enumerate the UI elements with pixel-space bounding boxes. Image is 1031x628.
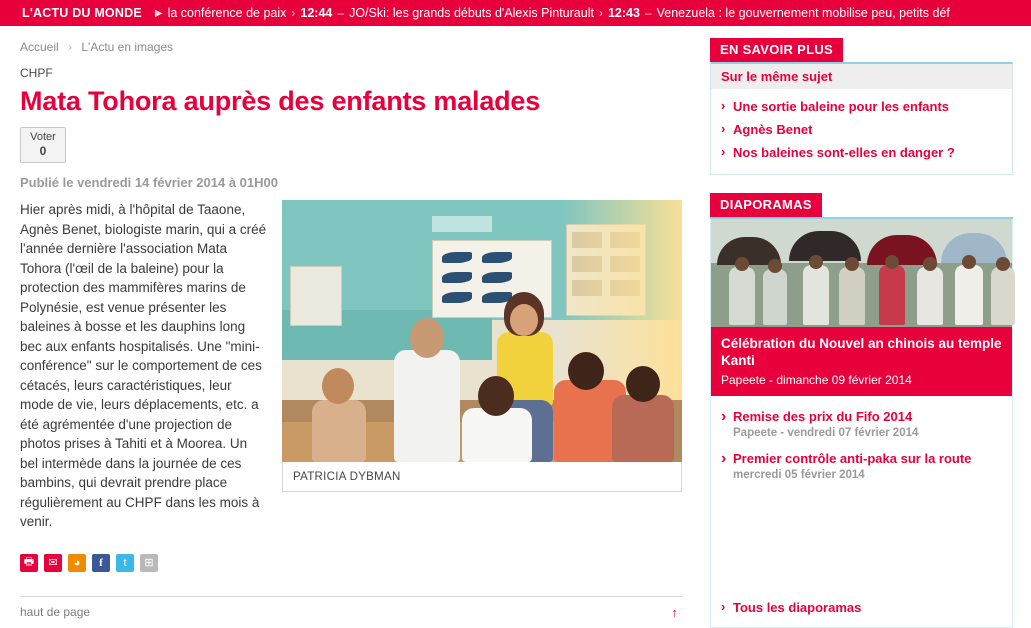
rss-icon[interactable]: ◕ bbox=[68, 554, 86, 572]
main-column bbox=[0, 26, 700, 628]
slideshow-featured-title: Célébration du Nouvel an chinois au temple Kanti bbox=[721, 336, 1002, 368]
breadcrumb bbox=[18, 26, 682, 64]
twitter-icon[interactable]: t bbox=[116, 554, 134, 572]
know-more-link-list bbox=[711, 89, 1012, 174]
article-kicker: CHPF bbox=[20, 66, 53, 80]
vote-label: Voter bbox=[30, 131, 56, 143]
slideshows-section bbox=[710, 193, 1013, 628]
ticker-item[interactable] bbox=[608, 6, 950, 20]
vote-count: 0 bbox=[39, 144, 47, 158]
know-more-heading: EN SAVOIR PLUS bbox=[710, 38, 843, 62]
list-item[interactable] bbox=[721, 141, 1002, 164]
article-figure bbox=[282, 200, 682, 492]
ticker-dash: – bbox=[644, 6, 652, 20]
list-item[interactable] bbox=[721, 404, 1002, 446]
ticker-item-time: 12:43 bbox=[607, 6, 640, 20]
world-news-ticker bbox=[0, 0, 1031, 26]
photo-credit: PATRICIA DYBMAN bbox=[282, 462, 682, 492]
article-content bbox=[18, 200, 682, 532]
share-more-icon[interactable]: ⊞ bbox=[140, 554, 158, 572]
vote-button[interactable] bbox=[20, 127, 66, 163]
list-item[interactable] bbox=[721, 118, 1002, 141]
ticker-separator: › bbox=[291, 6, 296, 20]
facebook-icon[interactable]: f bbox=[92, 554, 110, 572]
ticker-item-text: JO/Ski: les grands débuts d'Alexis Pinturault bbox=[349, 6, 594, 20]
ticker-item-text: la conférence de paix bbox=[167, 6, 287, 20]
ticker-dash: – bbox=[337, 6, 345, 20]
ticker-separator: › bbox=[598, 6, 603, 20]
know-more-link: Nos baleines sont-elles en danger ? bbox=[733, 145, 955, 160]
slideshow-item-title: › Remise des prix du Fifo 2014 bbox=[733, 409, 913, 424]
page-title: Mata Tohora auprès des enfants malades bbox=[20, 86, 541, 116]
list-item[interactable] bbox=[721, 446, 1002, 488]
slideshow-featured-photo[interactable] bbox=[711, 219, 1012, 327]
know-more-section bbox=[710, 38, 1013, 175]
know-more-subheading: Sur le même sujet bbox=[711, 64, 1012, 89]
slideshow-item-title: › Premier contrôle anti-paka sur la route bbox=[733, 451, 972, 466]
mail-icon[interactable]: ✉ bbox=[44, 554, 62, 572]
arrow-up-icon[interactable]: ↑ bbox=[671, 604, 678, 620]
chevron-right-icon: ▶ bbox=[154, 7, 163, 19]
page-body bbox=[0, 26, 1031, 628]
sidebar bbox=[700, 26, 1031, 628]
know-more-link: Une sortie baleine pour les enfants bbox=[733, 99, 949, 114]
ticker-item-time: 12:44 bbox=[300, 6, 333, 20]
ticker-label: L'ACTU DU MONDE bbox=[22, 6, 142, 20]
breadcrumb-chevron-icon: › bbox=[68, 40, 73, 54]
publish-date: Publié le vendredi 14 février 2014 à 01H00 bbox=[20, 175, 278, 190]
know-more-box bbox=[710, 62, 1013, 175]
slideshow-featured-caption[interactable] bbox=[711, 327, 1012, 396]
print-icon[interactable]: 🖶 bbox=[20, 554, 38, 572]
article-paragraph: Hier après midi, à l'hôpital de Taaone, Agnès Benet, biologiste marin, qui a créé l'année dernière l'association Mata Tohora (l'œil de la baleine) pour la protection des mammifères marins de Polynésie, est venue présenter les baleines à bosse et les dauphins long bec aux enfants hospitalisés. Une "mini-conférence" sur le comportement de ces cétacés, leurs caractéristiques, leur mode de vie, leurs déplacements, etc. a été agrémentée d'une projection de photos prises à Tahiti et à Moorea. Un bel intermède dans la journée de ces bambins, qui devrait prendre place régulièrement au CHPF dans les mois à venir. bbox=[20, 202, 267, 529]
ticker-item[interactable] bbox=[150, 6, 287, 20]
article-body bbox=[18, 200, 268, 532]
slideshow-item-date: Papeete - vendredi 07 février 2014 bbox=[733, 427, 919, 439]
slideshows-heading: DIAPORAMAS bbox=[710, 193, 822, 217]
share-bar bbox=[20, 554, 682, 572]
breadcrumb-current[interactable]: L'Actu en images bbox=[81, 40, 174, 54]
slideshow-item-date: mercredi 05 février 2014 bbox=[733, 469, 865, 481]
slideshow-list bbox=[711, 396, 1012, 494]
all-slideshows-link[interactable]: › Tous les diaporamas bbox=[711, 590, 1012, 627]
list-item[interactable] bbox=[721, 95, 1002, 118]
slideshows-box bbox=[710, 219, 1013, 628]
article-photo bbox=[282, 200, 682, 462]
know-more-link: Agnès Benet bbox=[733, 122, 813, 137]
ticker-item[interactable] bbox=[300, 6, 594, 20]
back-to-top-bar[interactable] bbox=[18, 597, 682, 620]
slideshow-featured-date: Papeete - dimanche 09 février 2014 bbox=[721, 373, 912, 387]
breadcrumb-home[interactable]: Accueil bbox=[20, 40, 59, 54]
ticker-item-text: Venezuela : le gouvernement mobilise peu, petits déf bbox=[656, 6, 950, 20]
back-to-top-label: haut de page bbox=[20, 605, 91, 619]
